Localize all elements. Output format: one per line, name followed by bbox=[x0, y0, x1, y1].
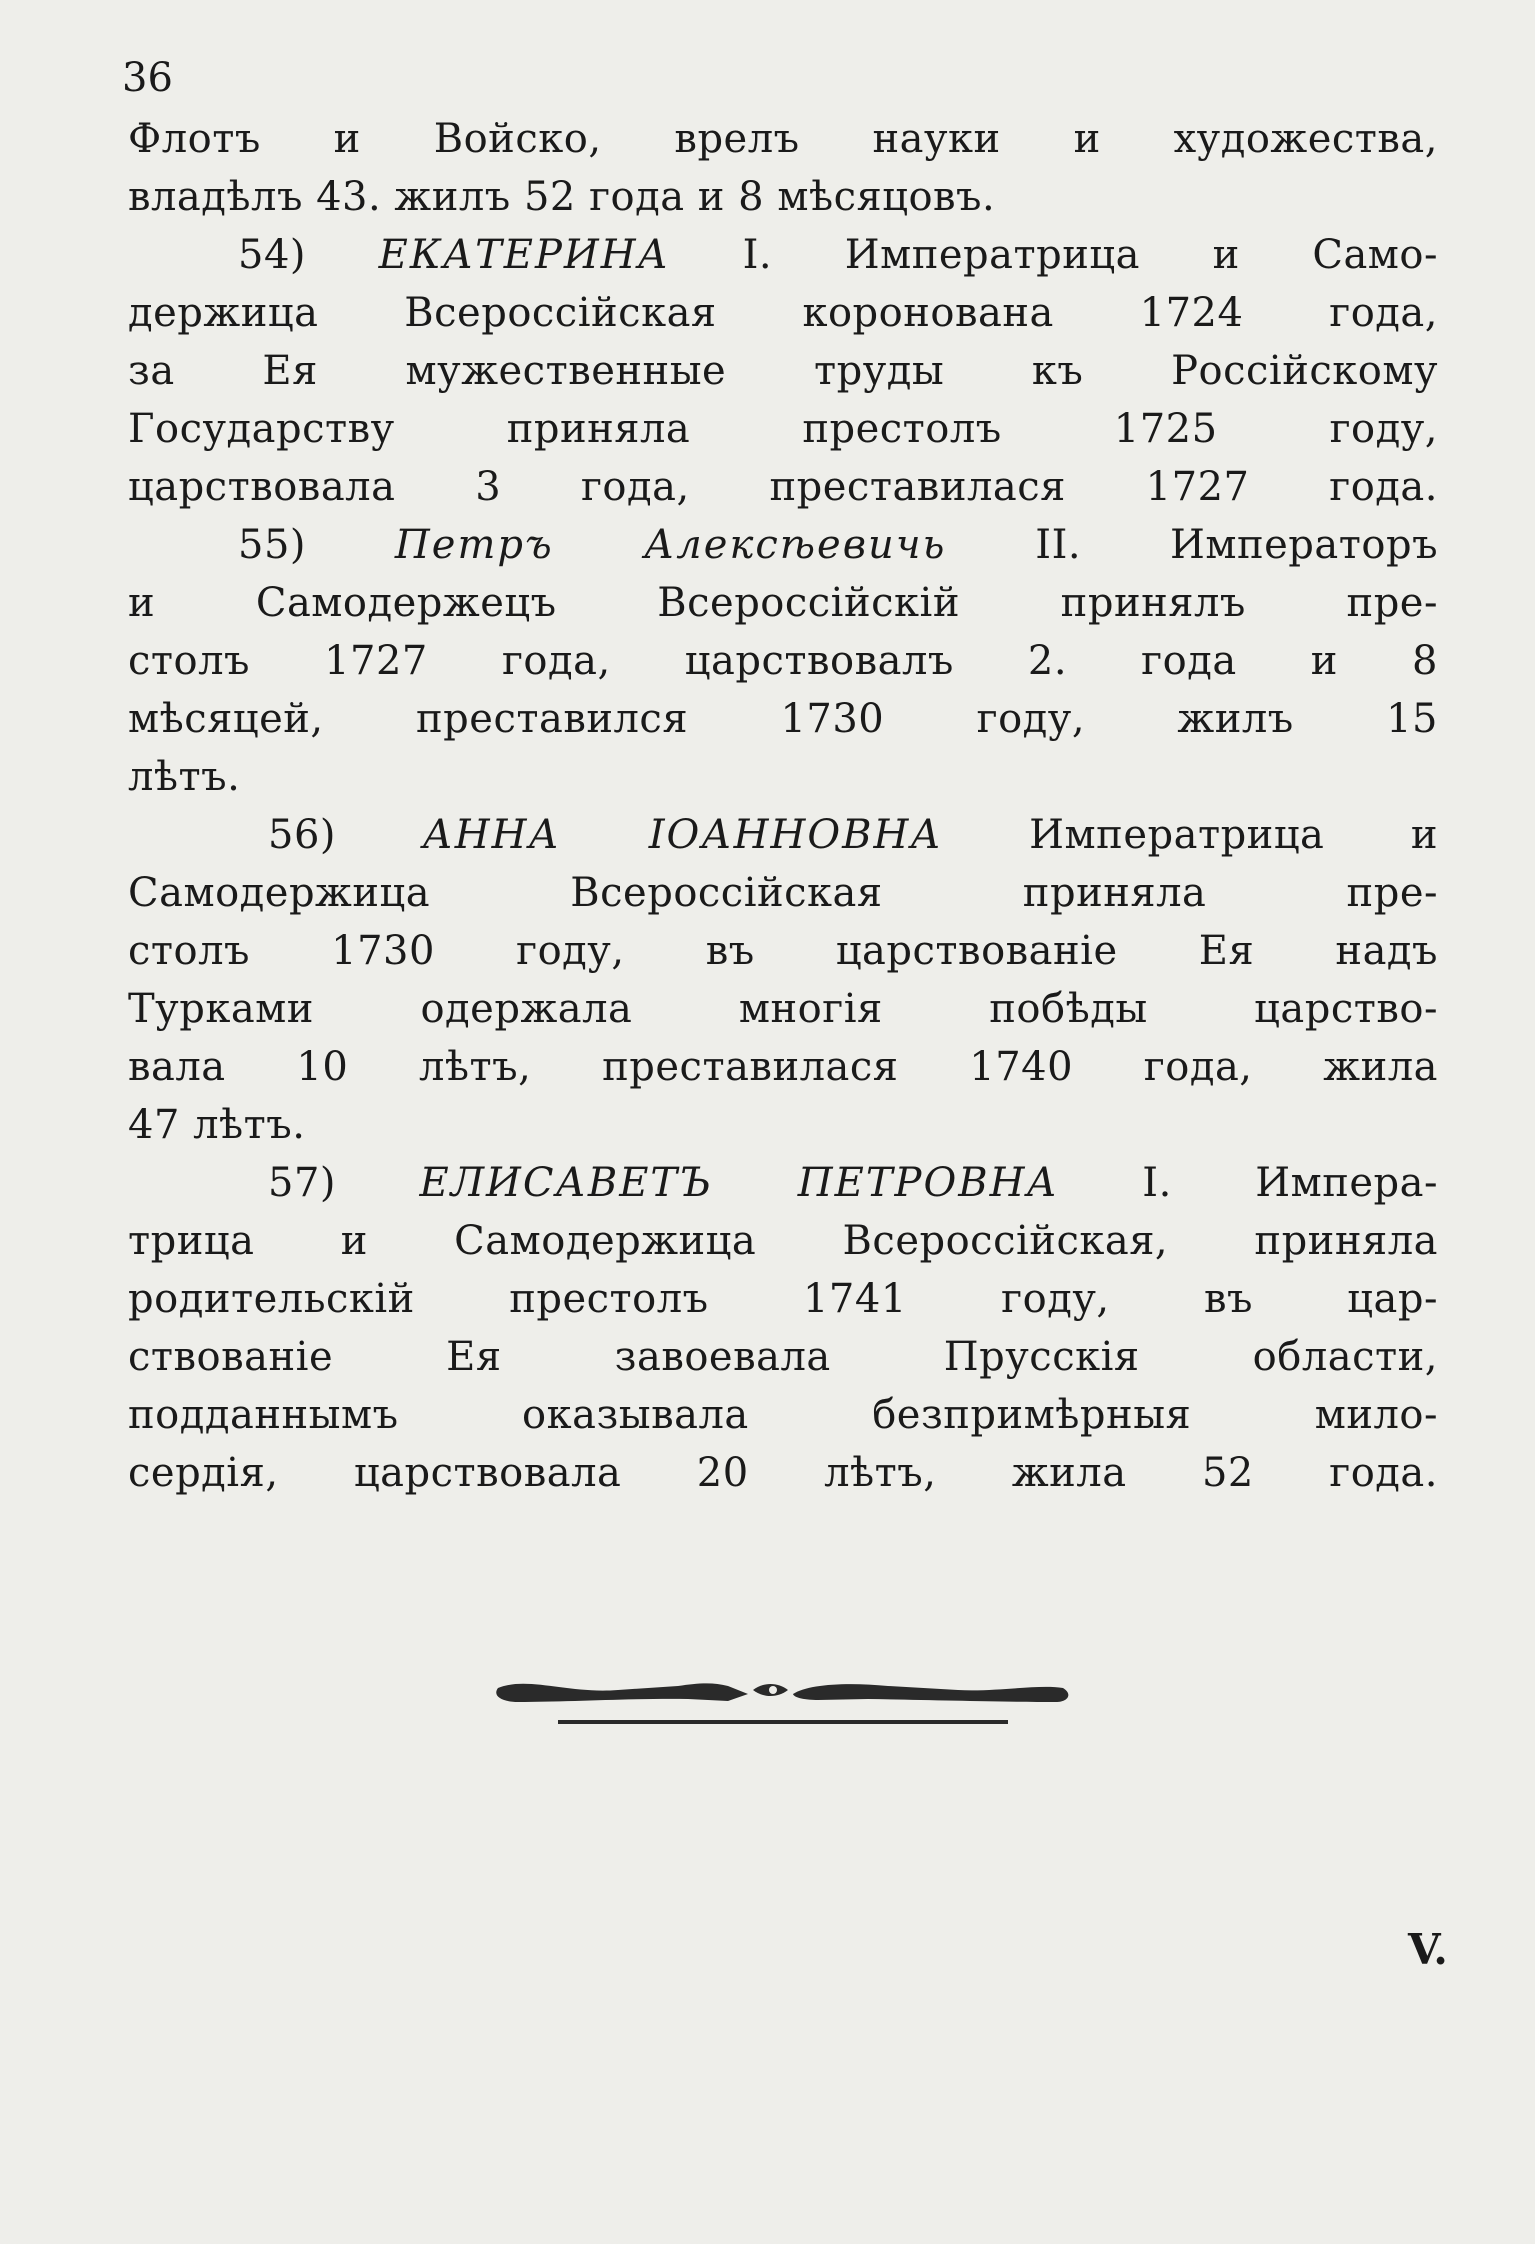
ruler-name: АННА ІОАННОВНА bbox=[422, 812, 943, 858]
page-number: 36 bbox=[122, 55, 173, 101]
line-text: II. Императоръ bbox=[1035, 522, 1439, 568]
text-line bbox=[128, 1154, 1438, 1212]
entry-number: 55) bbox=[238, 522, 307, 568]
catchword: V. bbox=[1408, 1925, 1448, 1974]
text-line bbox=[128, 342, 1438, 400]
text-line bbox=[128, 284, 1438, 342]
line-text: царствовала 3 года, преставилася 1727 года. bbox=[128, 464, 1438, 510]
line-text: I. Импера- bbox=[1142, 1160, 1439, 1206]
line-text: мѣсяцей, преставился 1730 году, жилъ 15 bbox=[128, 696, 1438, 742]
line-text: сердія, царствовала 20 лѣтъ, жила 52 года. bbox=[128, 1450, 1438, 1496]
text-line bbox=[128, 632, 1438, 690]
ornament-divider-icon bbox=[488, 1668, 1078, 1738]
line-text: Флотъ и Войско, врелъ науки и художества, bbox=[128, 116, 1438, 162]
text-line bbox=[128, 1328, 1438, 1386]
line-text: столъ 1727 года, царствовалъ 2. года и 8 bbox=[128, 638, 1438, 684]
text-line bbox=[128, 690, 1438, 748]
line-text: за Ея мужественные труды къ Россійскому bbox=[128, 348, 1438, 394]
text-line bbox=[128, 980, 1438, 1038]
text-line bbox=[128, 458, 1438, 516]
text-line bbox=[128, 748, 1438, 806]
text-block bbox=[128, 110, 1438, 1502]
line-text: родительскій престолъ 1741 году, въ цар- bbox=[128, 1276, 1438, 1322]
text-line bbox=[128, 400, 1438, 458]
line-text: ствованіе Ея завоевала Прусскія области, bbox=[128, 1334, 1438, 1380]
line-text: I. Императрица и Само- bbox=[742, 232, 1439, 278]
line-text: Турками одержала многія побѣды царство- bbox=[128, 986, 1438, 1032]
line-text: 47 лѣтъ. bbox=[128, 1102, 306, 1148]
line-text: Императрица и bbox=[1029, 812, 1438, 858]
line-text: столъ 1730 году, въ царствованіе Ея надъ bbox=[128, 928, 1438, 974]
line-text: Государству приняла престолъ 1725 году, bbox=[128, 406, 1438, 452]
line-text: вала 10 лѣтъ, преставилася 1740 года, жила bbox=[128, 1044, 1438, 1090]
text-line bbox=[128, 1212, 1438, 1270]
ruler-name: ЕКАТЕРИНА bbox=[378, 232, 670, 278]
line-text: и Самодержецъ Всероссійскій принялъ пре- bbox=[128, 580, 1438, 626]
text-line bbox=[128, 574, 1438, 632]
entry-number: 57) bbox=[268, 1160, 337, 1206]
line-text: владѣлъ 43. жилъ 52 года и 8 мѣсяцовъ. bbox=[128, 174, 996, 220]
entry-number: 56) bbox=[268, 812, 337, 858]
line-text: трица и Самодержица Всероссійская, приняла bbox=[128, 1218, 1438, 1264]
text-line bbox=[128, 110, 1438, 168]
text-line bbox=[128, 516, 1438, 574]
text-line bbox=[128, 1270, 1438, 1328]
text-line bbox=[128, 864, 1438, 922]
entry-number: 54) bbox=[238, 232, 307, 278]
text-line bbox=[128, 1386, 1438, 1444]
ruler-name: Петръ Алексѣевичь bbox=[394, 522, 947, 568]
line-text: Самодержица Всероссійская приняла пре- bbox=[128, 870, 1438, 916]
text-line bbox=[128, 922, 1438, 980]
line-text: лѣтъ. bbox=[128, 754, 241, 800]
text-line bbox=[128, 226, 1438, 284]
text-line bbox=[128, 1038, 1438, 1096]
text-line bbox=[128, 1096, 1438, 1154]
text-line bbox=[128, 806, 1438, 864]
line-text: подданнымъ оказывала безпримѣрныя мило- bbox=[128, 1392, 1438, 1438]
ruler-name: ЕЛИСАВЕТЪ ПЕТРОВНА bbox=[419, 1160, 1059, 1206]
line-text: держица Всероссійская коронована 1724 года, bbox=[128, 290, 1438, 336]
text-line bbox=[128, 1444, 1438, 1502]
text-line bbox=[128, 168, 1438, 226]
